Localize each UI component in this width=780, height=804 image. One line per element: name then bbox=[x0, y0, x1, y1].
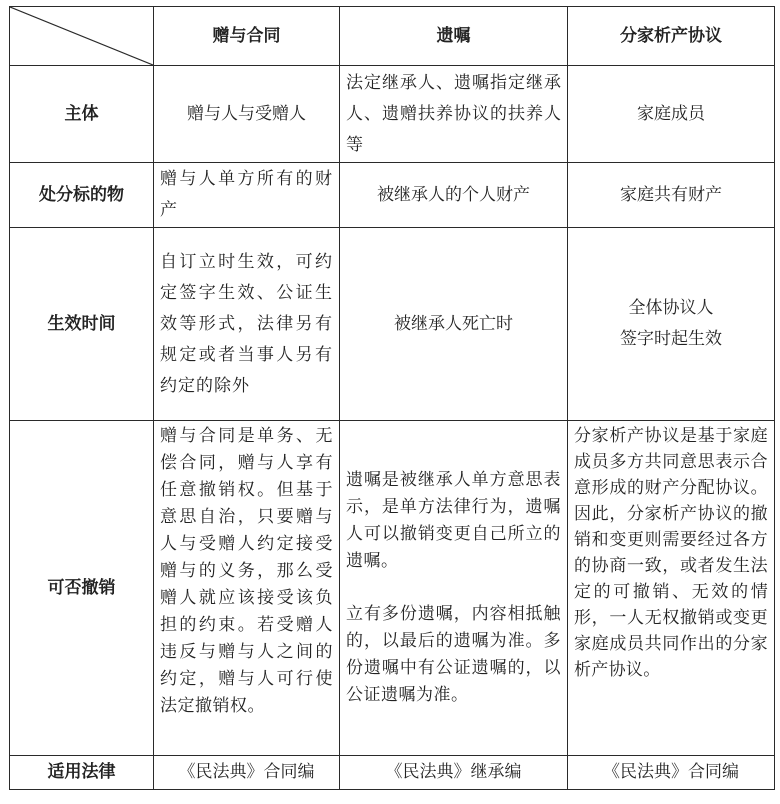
paragraph: 遗嘱是被继承人单方意思表示，是单方法律行为，遗嘱人可以撤销变更自己所立的遗嘱。 bbox=[346, 470, 561, 571]
corner-cell bbox=[10, 7, 154, 66]
cell-division bbox=[568, 756, 775, 790]
cell-text: 赠与合同是单务、无偿合同，赠与人享有任意撤销权。但基于意思自治，只要赠与人与受赠人约定接受赠与的义务，那么受赠人就应该接受该负担的约束。若受赠人违反与赠与人之间的约定，赠与人可行使法定撤销权。 bbox=[160, 426, 333, 716]
header-row bbox=[10, 7, 775, 66]
cell-gift bbox=[154, 163, 340, 228]
paragraph: 立有多份遗嘱，内容相抵触的，以最后的遗嘱为准。多份遗嘱中有公证遗嘱的，以公证遗嘱为准。 bbox=[346, 604, 561, 705]
cell-text: 赠与人单方所有的财产 bbox=[160, 169, 333, 220]
row-label: 主体 bbox=[10, 66, 154, 163]
comparison-table bbox=[9, 6, 775, 790]
cell-text: 自订立时生效，可约定签字生效、公证生效等形式，法律另有规定或者当事人另有约定的除外 bbox=[160, 251, 333, 396]
header-division-agreement: 分家析产协议 bbox=[568, 7, 775, 66]
cell-text bbox=[568, 293, 774, 355]
table-row bbox=[10, 163, 775, 228]
cell-line: 签字时起生效 bbox=[620, 329, 722, 349]
cell-gift bbox=[154, 421, 340, 756]
cell-will bbox=[340, 66, 568, 163]
cell-text: 家庭成员 bbox=[637, 103, 705, 124]
cell-division bbox=[568, 421, 775, 756]
cell-text: 分家析产协议是基于家庭成员多方共同意思表示合意形成的财产分配协议。因此，分家析产协议的撤销和变更则需要经过各方的协商一致，或者发生法定的可撤销、无效的情形，一人无权撤销或变更家庭成员共同作出的分家析产协议。 bbox=[574, 426, 768, 680]
cell-will bbox=[340, 756, 568, 790]
cell-gift bbox=[154, 228, 340, 421]
header-gift-contract: 赠与合同 bbox=[154, 7, 340, 66]
cell-will bbox=[340, 228, 568, 421]
table-row bbox=[10, 756, 775, 790]
header-will: 遗嘱 bbox=[340, 7, 568, 66]
row-label: 可否撤销 bbox=[10, 421, 154, 756]
cell-gift bbox=[154, 66, 340, 163]
cell-text: 法定继承人、遗嘱指定继承人、遗赠扶养协议的扶养人等 bbox=[346, 72, 561, 155]
cell-line: 全体协议人 bbox=[628, 298, 714, 318]
cell-division bbox=[568, 163, 775, 228]
cell-text: 赠与人与受赠人 bbox=[187, 103, 306, 124]
row-label: 适用法律 bbox=[10, 756, 154, 790]
cell-division bbox=[568, 228, 775, 421]
cell-gift bbox=[154, 756, 340, 790]
cell-division bbox=[568, 66, 775, 163]
table-row bbox=[10, 66, 775, 163]
cell-text: 《民法典》合同编 bbox=[603, 762, 739, 782]
cell-text: 《民法典》合同编 bbox=[178, 762, 315, 782]
table-row bbox=[10, 228, 775, 421]
cell-text: 被继承人死亡时 bbox=[394, 313, 513, 334]
cell-text: 家庭共有财产 bbox=[620, 184, 722, 205]
diagonal-line bbox=[10, 7, 153, 65]
cell-text bbox=[340, 467, 567, 709]
cell-will bbox=[340, 163, 568, 228]
table-row bbox=[10, 421, 775, 756]
row-label: 生效时间 bbox=[10, 228, 154, 421]
paragraph-gap bbox=[346, 575, 561, 601]
cell-will bbox=[340, 421, 568, 756]
cell-text: 被继承人的个人财产 bbox=[377, 184, 530, 205]
cell-text: 《民法典》继承编 bbox=[385, 762, 522, 782]
row-label: 处分标的物 bbox=[10, 163, 154, 228]
